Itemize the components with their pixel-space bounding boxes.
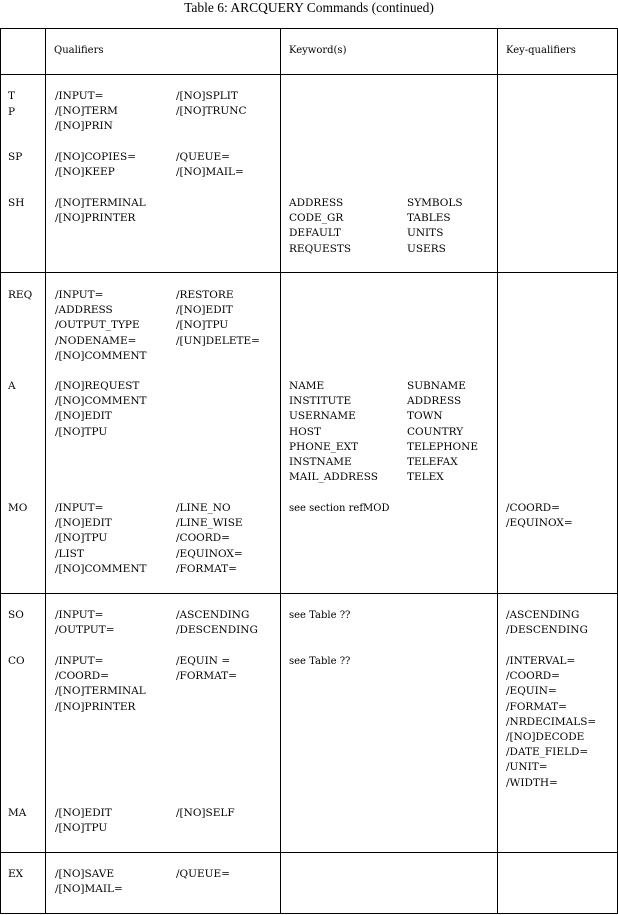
keyword: COUNTRY xyxy=(407,425,464,438)
command-ma: MA xyxy=(8,807,27,819)
qualifier: /[NO]TPU xyxy=(55,822,108,835)
key-qualifier: /COORD= xyxy=(506,670,560,683)
qualifier: /[NO]TERMINAL xyxy=(55,685,146,698)
group-rule-3 xyxy=(0,852,618,853)
command-p: P xyxy=(8,106,16,118)
key-qualifier: /[NO]DECODE xyxy=(506,730,585,743)
qualifier: /[NO]PRINTER xyxy=(55,212,136,225)
qualifiers-ex-a xyxy=(55,867,123,897)
command-req: REQ xyxy=(8,289,33,301)
keyword: ADDRESS xyxy=(289,197,344,209)
qualifiers-mo-a xyxy=(55,501,147,577)
keyword: SYMBOLS xyxy=(407,197,463,209)
header-qualifiers: Qualifiers xyxy=(54,45,104,56)
qualifier: /[NO]TPU xyxy=(55,532,108,545)
qualifier: /[NO]TPU xyxy=(176,319,229,332)
qualifier: /OUTPUT= xyxy=(55,624,115,637)
qualifiers-mo-b xyxy=(176,501,243,577)
table-caption: Table 6: ARCQUERY Commands (continued) xyxy=(184,0,434,15)
qualifier: /[NO]COMMENT xyxy=(55,395,147,408)
key-qualifier: /INTERVAL= xyxy=(506,655,576,667)
qualifier: /[NO]SAVE xyxy=(55,868,115,880)
qualifier: /COORD= xyxy=(55,670,109,683)
qualifier: /RESTORE xyxy=(176,289,234,301)
keyword: MAIL_ADDRESS xyxy=(289,471,378,484)
table-left-rule xyxy=(0,28,1,914)
qualifier: /INPUT= xyxy=(55,655,104,667)
qualifiers-so-b xyxy=(176,608,258,638)
group-rule-1 xyxy=(0,272,618,273)
qualifiers-co-b xyxy=(176,654,237,684)
keyword: USERNAME xyxy=(289,410,356,423)
command-a: A xyxy=(8,380,16,392)
qualifier: /INPUT= xyxy=(55,502,104,514)
qualifier: /[NO]TERM xyxy=(55,105,118,118)
command-co: CO xyxy=(8,655,25,667)
keyword: DEFAULT xyxy=(289,227,342,240)
qualifier: /INPUT= xyxy=(55,90,104,102)
qualifier: /[NO]TRUNC xyxy=(176,105,247,118)
col-divider-1 xyxy=(45,28,46,914)
command-t: T xyxy=(8,90,16,102)
key-qualifier: /COORD= xyxy=(506,502,560,514)
qualifiers-a-a xyxy=(55,379,147,440)
qualifier: /[NO]REQUEST xyxy=(55,380,140,392)
key-qualifier: /UNIT= xyxy=(506,761,548,774)
keyword-note-co: see Table ?? xyxy=(289,656,351,667)
qualifier: /[NO]EDIT xyxy=(55,410,112,423)
key-qualifier: /EQUINOX= xyxy=(506,517,573,530)
keyword: NAME xyxy=(289,380,325,392)
keyword: HOST xyxy=(289,425,321,438)
keywords-a-a xyxy=(289,379,378,485)
qualifier: /[NO]MAIL= xyxy=(55,883,123,896)
keywords-a-b xyxy=(407,379,478,485)
key-qualifier: /WIDTH= xyxy=(506,776,558,789)
qualifier: /[NO]EDIT xyxy=(55,807,112,819)
keyword: CODE_GR xyxy=(289,212,344,225)
keyword: PHONE_EXT xyxy=(289,440,359,453)
command-sp: SP xyxy=(8,151,23,163)
keyword: TELEFAX xyxy=(407,455,458,468)
keyword: TELEX xyxy=(407,471,444,484)
qualifiers-req-a xyxy=(55,288,147,364)
qualifier: /[NO]COMMENT xyxy=(55,562,147,575)
qualifiers-sp-a xyxy=(55,150,136,180)
key-qualifier: /FORMAT= xyxy=(506,700,567,713)
qualifier: /EQUINOX= xyxy=(176,547,243,560)
command-so: SO xyxy=(8,609,24,621)
keyword: TOWN xyxy=(407,410,443,423)
header-bottom-rule xyxy=(0,74,618,75)
key-qualifiers-so xyxy=(506,608,588,638)
table-bottom-rule xyxy=(0,913,618,914)
qualifiers-ma-b xyxy=(176,806,235,821)
col-divider-3 xyxy=(497,28,498,914)
keyword: UNITS xyxy=(407,227,444,240)
header-keywords: Keyword(s) xyxy=(289,45,347,56)
qualifier: /FORMAT= xyxy=(176,562,237,575)
key-qualifier: /DESCENDING xyxy=(506,624,588,637)
keyword: USERS xyxy=(407,242,446,255)
keywords-sh-b xyxy=(407,196,463,257)
keyword: REQUESTS xyxy=(289,242,352,255)
key-qualifier: /DATE_FIELD= xyxy=(506,746,589,759)
qualifier: /QUEUE= xyxy=(176,868,230,880)
qualifier: /[NO]MAIL= xyxy=(176,166,244,179)
qualifier: /[UN]DELETE= xyxy=(176,334,260,347)
command-ex: EX xyxy=(8,868,24,880)
qualifier: /COORD= xyxy=(176,532,230,545)
group-rule-2 xyxy=(0,593,618,594)
qualifiers-ma-a xyxy=(55,806,112,836)
qualifier: /NODENAME= xyxy=(55,334,137,347)
qualifiers-co-a xyxy=(55,654,146,715)
key-qualifier: /EQUIN= xyxy=(506,685,557,698)
qualifiers-req-b xyxy=(176,288,260,349)
qualifiers-tp-a xyxy=(55,89,118,135)
qualifier: /[NO]COPIES= xyxy=(55,151,137,163)
qualifier: /[NO]EDIT xyxy=(55,517,112,530)
qualifiers-sp-b xyxy=(176,150,244,180)
key-qualifier: /NRDECIMALS= xyxy=(506,715,597,728)
qualifier: /DESCENDING xyxy=(176,624,258,637)
qualifier: /[NO]KEEP xyxy=(55,166,115,179)
command-sh: SH xyxy=(8,197,25,209)
qualifiers-ex-b xyxy=(176,867,230,882)
qualifier: /EQUIN = xyxy=(176,655,231,667)
header-key-qualifiers: Key-qualifiers xyxy=(506,45,576,56)
qualifier: /[NO]COMMENT xyxy=(55,349,147,362)
qualifier: /LINE_WISE xyxy=(176,517,243,530)
qualifier: /[NO]PRINTER xyxy=(55,700,136,713)
col-divider-2 xyxy=(280,28,281,914)
keyword-note-so: see Table ?? xyxy=(289,610,351,621)
qualifier: /[NO]SPLIT xyxy=(176,90,238,102)
keywords-sh-a xyxy=(289,196,351,257)
qualifier: /QUEUE= xyxy=(176,151,230,163)
key-qualifiers-mo xyxy=(506,501,573,531)
keyword: TABLES xyxy=(407,212,451,225)
qualifier: /[NO]SELF xyxy=(176,807,235,819)
qualifiers-sh-a xyxy=(55,196,146,226)
key-qualifiers-co xyxy=(506,654,596,791)
qualifier: /INPUT= xyxy=(55,289,104,301)
qualifier: /[NO]TERMINAL xyxy=(55,197,146,209)
qualifiers-tp-b xyxy=(176,89,247,119)
keyword: ADDRESS xyxy=(407,395,462,408)
qualifier: /LIST xyxy=(55,547,84,560)
qualifier: /[NO]TPU xyxy=(55,425,108,438)
qualifier: /[NO]EDIT xyxy=(176,304,233,317)
qualifier: /FORMAT= xyxy=(176,670,237,683)
keyword: INSTNAME xyxy=(289,455,352,468)
keyword: TELEPHONE xyxy=(407,440,478,453)
key-qualifier: /ASCENDING xyxy=(506,609,580,621)
qualifier: /ASCENDING xyxy=(176,609,250,621)
qualifier: /ADDRESS xyxy=(55,304,113,317)
qualifier: /INPUT= xyxy=(55,609,104,621)
keyword: SUBNAME xyxy=(407,380,466,392)
qualifiers-so-a xyxy=(55,608,115,638)
qualifier: /OUTPUT_TYPE xyxy=(55,319,140,332)
qualifier: /[NO]PRIN xyxy=(55,120,113,133)
qualifier: /LINE_NO xyxy=(176,502,231,514)
table-top-rule xyxy=(0,28,618,29)
keyword-note-mo: see section refMOD xyxy=(289,503,390,514)
keyword: INSTITUTE xyxy=(289,395,352,408)
command-mo: MO xyxy=(8,502,28,514)
